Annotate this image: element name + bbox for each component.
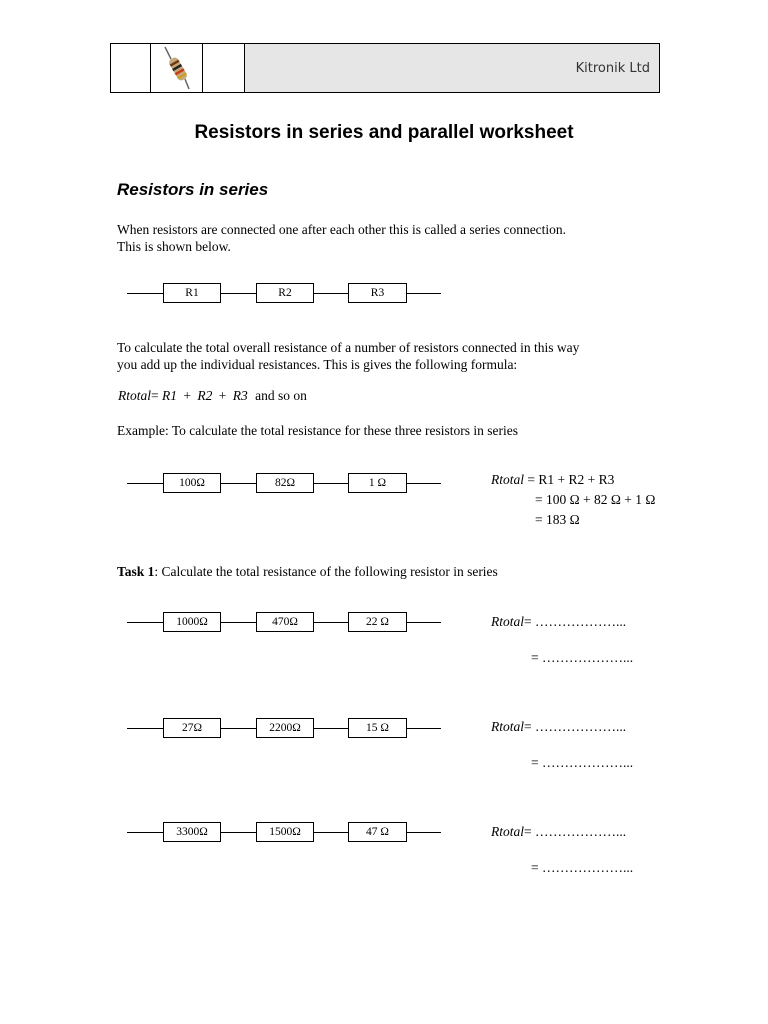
answer-line-1 bbox=[491, 614, 626, 630]
formula-equals: = bbox=[151, 388, 159, 403]
answer-lhs: Rtotal bbox=[491, 614, 524, 629]
answer-lhs: Rtotal bbox=[491, 824, 524, 839]
task-diagram-3 bbox=[127, 822, 441, 842]
header-cell-logo bbox=[151, 44, 203, 92]
series-diagram-example bbox=[127, 473, 441, 493]
answer-line-1 bbox=[491, 719, 626, 735]
resistor-box: 3300Ω bbox=[163, 822, 221, 842]
task1-instruction bbox=[117, 563, 498, 580]
resistor-box: 1 Ω bbox=[348, 473, 407, 493]
formula-plus: + bbox=[183, 388, 191, 403]
solution-terms: = R1 + R2 + R3 bbox=[527, 472, 615, 487]
answer-blank: = ………………... bbox=[524, 824, 627, 839]
formula-r3: R3 bbox=[232, 388, 248, 403]
resistor-box: 82Ω bbox=[256, 473, 314, 493]
calc-paragraph bbox=[117, 339, 579, 373]
resistor-box: 47 Ω bbox=[348, 822, 407, 842]
resistor-box: 100Ω bbox=[163, 473, 221, 493]
formula-suffix: and so on bbox=[255, 388, 307, 403]
answer-line-2: = ………………... bbox=[531, 755, 634, 770]
resistor-box: 470Ω bbox=[256, 612, 314, 632]
answer-lhs: Rtotal bbox=[491, 719, 524, 734]
task1-label: Task 1 bbox=[117, 564, 155, 579]
answer-line-2: = ………………... bbox=[531, 650, 634, 665]
resistor-box: 2200Ω bbox=[256, 718, 314, 738]
series-diagram-symbolic bbox=[127, 283, 441, 303]
resistor-photo-icon bbox=[157, 45, 197, 91]
intro-paragraph bbox=[117, 221, 566, 255]
example-text: Example: To calculate the total resistance for these three resistors in series bbox=[117, 423, 519, 438]
header-cell-blank-1 bbox=[111, 44, 151, 92]
series-formula bbox=[118, 388, 307, 404]
formula-lhs: Rtotal bbox=[118, 388, 151, 403]
resistor-box: 1500Ω bbox=[256, 822, 314, 842]
answer-line-1 bbox=[491, 824, 626, 840]
company-name: Kitronik Ltd bbox=[245, 44, 659, 92]
header-cell-blank-2 bbox=[203, 44, 245, 92]
resistor-box: 1000Ω bbox=[163, 612, 221, 632]
resistor-box: R3 bbox=[348, 283, 407, 303]
answer-line-2: = ………………... bbox=[531, 860, 634, 875]
formula-r2: R2 bbox=[197, 388, 213, 403]
answer-blank: = ………………... bbox=[524, 614, 627, 629]
intro-line-1: When resistors are connected one after each other this is called a series connection. bbox=[117, 222, 567, 237]
example-solution-line-2: = 100 Ω + 82 Ω + 1 Ω bbox=[535, 492, 656, 507]
resistor-box: 15 Ω bbox=[348, 718, 407, 738]
header-banner bbox=[110, 43, 660, 93]
formula-r1: R1 bbox=[162, 388, 177, 403]
solution-lhs: Rtotal bbox=[491, 472, 524, 487]
calc-line-2: you add up the individual resistances. This is gives the following formula: bbox=[117, 357, 518, 372]
task-diagram-2 bbox=[127, 718, 441, 738]
resistor-box: R1 bbox=[163, 283, 221, 303]
calc-line-1: To calculate the total overall resistance of a number of resistors connected in this way bbox=[117, 340, 580, 355]
answer-blank: = ………………... bbox=[524, 719, 627, 734]
example-solution-line-1 bbox=[491, 472, 614, 488]
resistor-box: R2 bbox=[256, 283, 314, 303]
task1-text: : Calculate the total resistance of the following resistor in series bbox=[154, 564, 498, 579]
example-solution-line-3: = 183 Ω bbox=[535, 512, 580, 527]
task-diagram-1 bbox=[127, 612, 441, 632]
section-heading: Resistors in series bbox=[117, 180, 269, 199]
resistor-box: 22 Ω bbox=[348, 612, 407, 632]
page-title: Resistors in series and parallel worksheet bbox=[194, 122, 574, 143]
resistor-box: 27Ω bbox=[163, 718, 221, 738]
formula-plus: + bbox=[218, 388, 227, 403]
intro-line-2: This is shown below. bbox=[117, 239, 231, 254]
